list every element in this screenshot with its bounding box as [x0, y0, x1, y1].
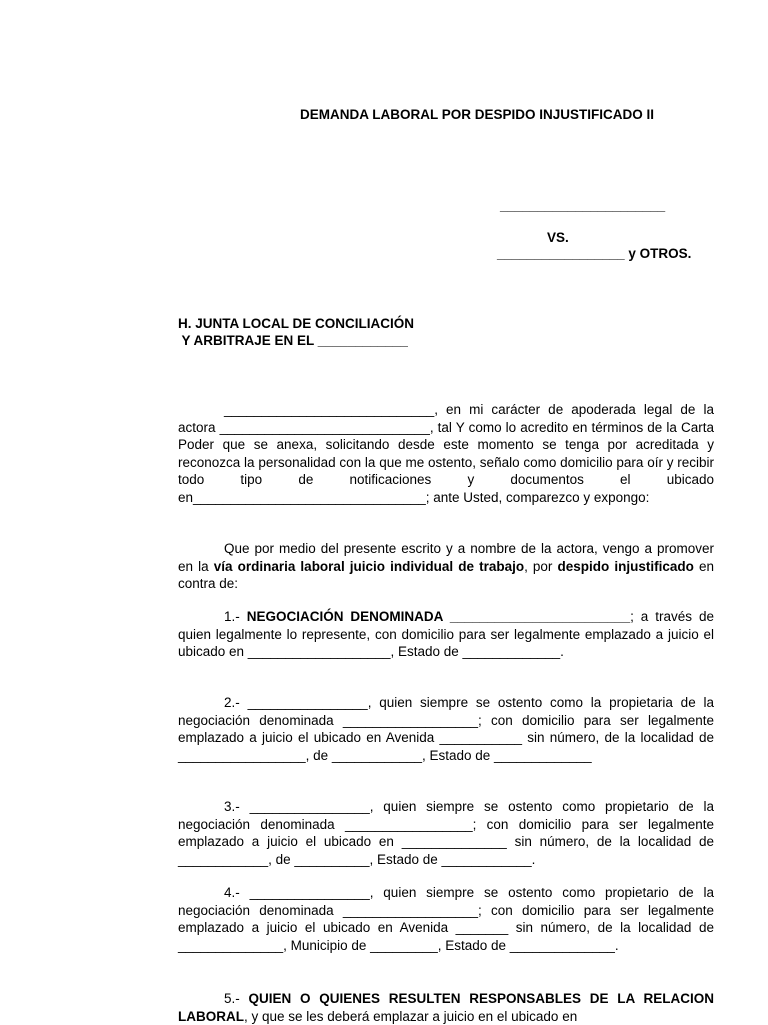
- claim-text-2: , por: [524, 558, 558, 574]
- claim-text-1: Que por medio del presente escrito y a nombre de la actora, vengo a promover en la: [178, 541, 714, 574]
- defendant-item-3: [178, 798, 714, 868]
- defendant-item-number: 3.-: [224, 799, 250, 814]
- claim-bold-1: vía ordinaria laboral juicio individual de trabajo: [213, 558, 525, 574]
- claim-bold-2: despido injustificado: [557, 558, 694, 574]
- defendant-item-text: , y que se les deberá emplazar a juicio en el ubicado en: [244, 1008, 578, 1024]
- defendant-item-4: [178, 884, 714, 954]
- defendant-item-text: ________________, quien siempre se ostento como propietario de la negociación denominada _________________; con domicilio para ser legalmente emplazado a juicio el ubicado en ______________ sin número, de la localidad de ____________, de __________, Estado de ____________.: [178, 799, 714, 867]
- defendant-blank: _________________: [497, 246, 625, 261]
- intro-paragraph-text: ____________________________, en mi carácter de apoderada legal de la actora ____________________________, tal Y como lo acredito en términos de la Carta Poder que se anexa, solicitando desde este momento se tenga por acreditada y reconozca la personalidad con la que me ostento, señalo como domicilio para oír y recibir todo tipo de notificaciones y documentos el ubicado en_______________________________; ante Usted, comparezco y expongo:: [178, 402, 714, 505]
- defendant-item-number: 4.-: [224, 885, 250, 900]
- addressee-line-1: H. JUNTA LOCAL DE CONCILIACIÓN: [178, 316, 414, 331]
- defendant-item-1: [178, 608, 714, 661]
- claim-text-3: en contra de:: [178, 558, 714, 592]
- intro-paragraph: [178, 401, 714, 507]
- claim-paragraph: [178, 540, 714, 593]
- plaintiff-line: ______________________: [500, 198, 666, 213]
- addressee-block: [178, 315, 414, 349]
- defendant-item-number: 2.-: [224, 695, 248, 710]
- defendant-item-bold: QUIEN O QUIENES RESULTEN RESPONSABLES DE LA RELACION LABORAL: [178, 991, 714, 1024]
- defendant-item-2: [178, 694, 714, 764]
- defendant-line: [497, 246, 691, 261]
- addressee-line-2: Y ARBITRAJE EN EL ____________: [178, 333, 408, 348]
- defendant-item-number: 1.-: [224, 609, 247, 624]
- versus-label: VS.: [547, 230, 569, 245]
- defendant-item-text: ________________, quien siempre se ostento como la propietaria de la negociación denominada __________________; con domicilio para ser legalmente emplazado a juicio el ubicado en Avenida ___________ sin número, de la localidad de _________________, de ____________, Estado de _____________: [178, 695, 714, 763]
- defendant-item-5: [178, 990, 714, 1025]
- document-title: [0, 107, 768, 122]
- defendant-item-text: ; a través de quien legalmente lo represente, con domicilio para ser legalmente emplazado a juicio el ubicado en ___________________, Estado de _____________.: [178, 609, 714, 660]
- defendant-suffix: y OTROS.: [624, 246, 692, 261]
- defendant-item-number: 5.-: [224, 991, 249, 1006]
- document-title-text: DEMANDA LABORAL POR DESPIDO INJUSTIFICADO II: [300, 107, 655, 122]
- defendant-item-bold: NEGOCIACIÓN DENOMINADA ________________________: [246, 609, 631, 624]
- defendant-item-text: ________________, quien siempre se ostento como propietario de la negociación denominada __________________; con domicilio para ser legalmente emplazado a juicio el ubicado en Avenida _______ sin número, de la localidad de ______________, Municipio de _________, Estado de ______________.: [178, 885, 714, 953]
